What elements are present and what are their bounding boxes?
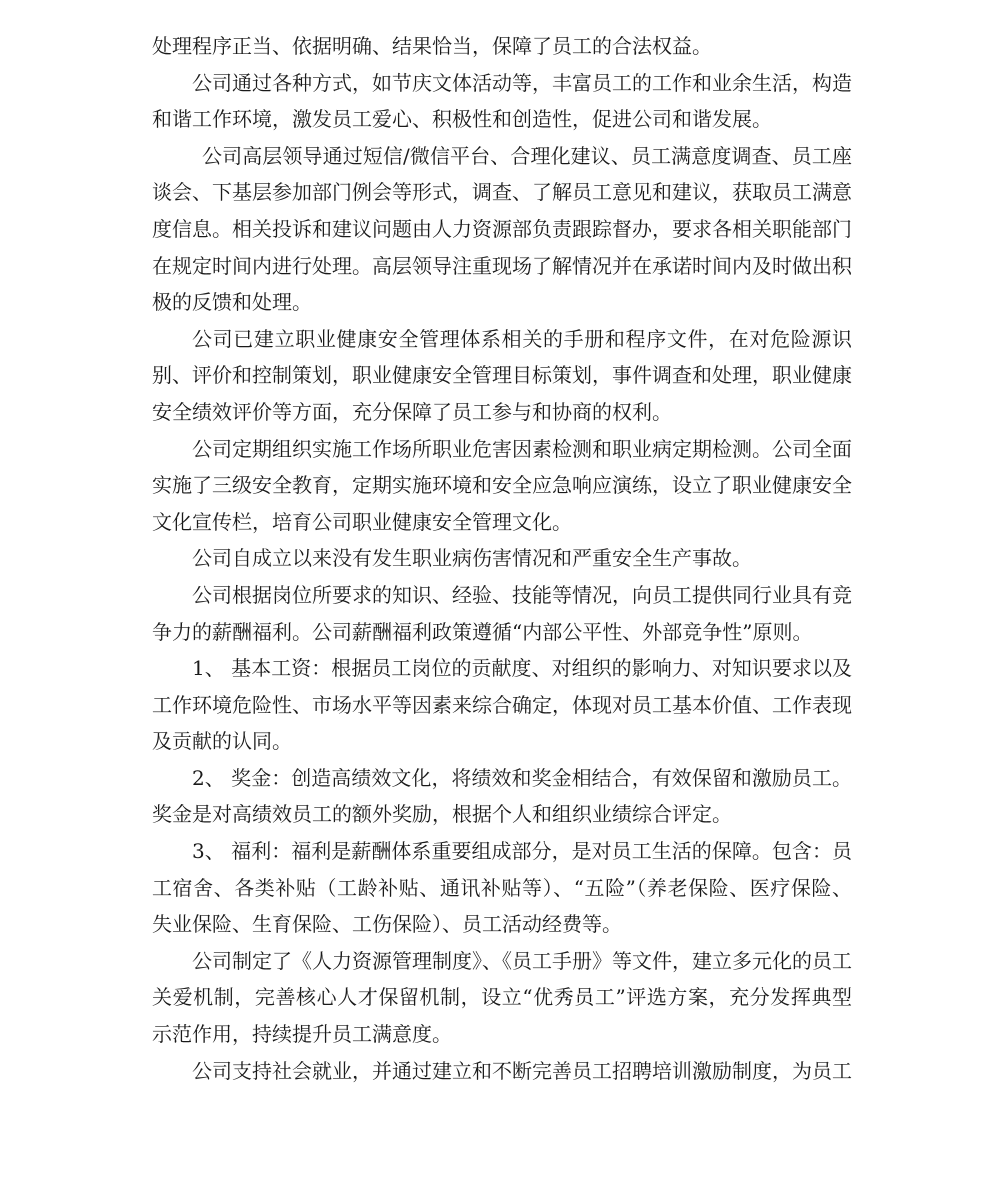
- paragraph-satisfaction-survey: 公司高层领导通过短信/微信平台、合理化建议、员工满意度调查、员工座谈会、下基层参加部门例会等形式，调查、了解员工意见和建议，获取员工满意度信息。相关投诉和建议问题由人力资源部负责跟踪督办，要求各相关职能部门在规定时间内进行处理。高层领导注重现场了解情况并在承诺时间内及时做出积极的反馈和处理。: [152, 143, 852, 315]
- list-item-benefits: 3、 福利：福利是薪酬体系重要组成部分，是对员工生活的保障。包含：员工宿舍、各类补贴（工龄补贴、通讯补贴等）、“五险”（养老保险、医疗保险、失业保险、生育保险、工伤保险）、员工活动经费等。: [152, 839, 852, 937]
- list-item-bonus: 2、 奖金：创造高绩效文化，将绩效和奖金相结合，有效保留和激励员工。奖金是对高绩效员工的额外奖励，根据个人和组织业绩综合评定。: [152, 765, 852, 827]
- paragraph-ohs-system: 公司已建立职业健康安全管理体系相关的手册和程序文件，在对危险源识别、评价和控制策划，职业健康安全管理目标策划，事件调查和处理，职业健康安全绩效评价等方面，充分保障了员工参与和协商的权利。: [152, 326, 852, 424]
- paragraph-hazard-testing: 公司定期组织实施工作场所职业危害因素检测和职业病定期检测。公司全面实施了三级安全教育，定期实施环境和安全应急响应演练，设立了职业健康安全文化宣传栏，培育公司职业健康安全管理文化。: [152, 436, 852, 534]
- paragraph-safety-record: 公司自成立以来没有发生职业病伤害情况和严重安全生产事故。: [192, 546, 752, 571]
- paragraph-legal-rights: 处理程序正当、依据明确、结果恰当，保障了员工的合法权益。: [152, 34, 712, 58]
- document-body: [152, 28, 852, 1089]
- paragraph-employment-support: 公司支持社会就业，并通过建立和不断完善员工招聘培训激励制度，为员工: [192, 1058, 852, 1083]
- paragraph-employee-activities: 公司通过各种方式，如节庆文体活动等，丰富员工的工作和业余生活，构造和谐工作环境，激发员工爱心、积极性和创造性，促进公司和谐发展。: [152, 70, 852, 132]
- paragraph-compensation-policy: 公司根据岗位所要求的知识、经验、技能等情况，向员工提供同行业具有竞争力的薪酬福利。公司薪酬福利政策遵循“内部公平性、外部竞争性”原则。: [152, 582, 852, 644]
- list-item-base-salary: 1、 基本工资：根据员工岗位的贡献度、对组织的影响力、对知识要求以及工作环境危险性、市场水平等因素来综合确定，体现对员工基本价值、工作表现及贡献的认同。: [152, 656, 852, 754]
- paragraph-hr-policies: 公司制定了《人力资源管理制度》、《员工手册》等文件，建立多元化的员工关爱机制，完善核心人才保留机制，设立“优秀员工”评选方案，充分发挥典型示范作用，持续提升员工满意度。: [152, 948, 852, 1047]
